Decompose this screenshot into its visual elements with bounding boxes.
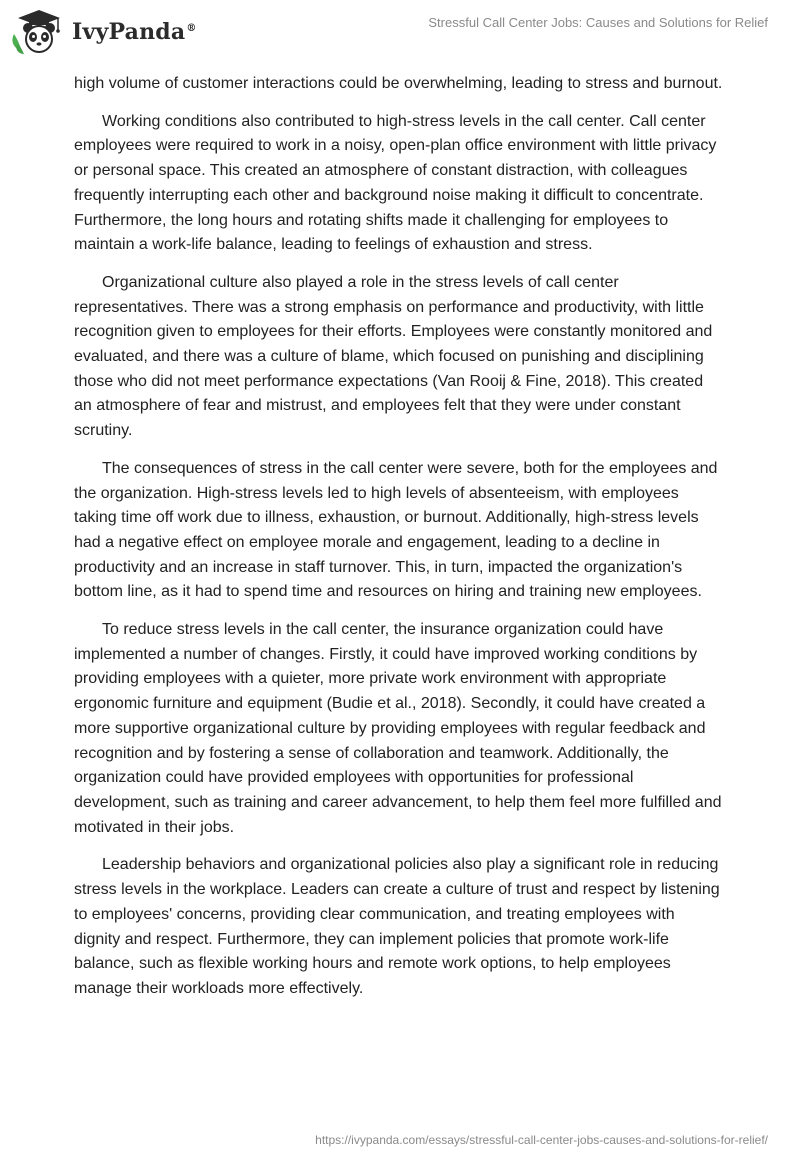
panda-graduate-icon [10, 8, 68, 56]
document-title: Stressful Call Center Jobs: Causes and Solutions for Relief [428, 15, 768, 30]
essay-body [74, 72, 724, 1015]
ivypanda-logo[interactable] [10, 8, 197, 56]
paragraph: Working conditions also contributed to high-stress levels in the call center. Call center employees were required to work in a noisy, open-plan office environment with little privacy or personal space. This created an atmosphere of constant distraction, with colleagues frequently interrupting each other and background noise making it difficult to concentrate. Furthermore, the long hours and rotating shifts made it challenging for employees to maintain a work-life balance, leading to feelings of exhaustion and stress. [74, 112, 717, 254]
page-header [0, 0, 800, 66]
paragraph: Leadership behaviors and organizational policies also play a significant role in reducing stress levels in the workplace. Leaders can create a culture of trust and respect by listening to employees' concerns, providing clear communication, and treating employees with dignity and respect. Furthermore, they can implement policies that promote work-life balance, such as flexible working hours and remote work options, to help employees manage their workloads more effectively. [74, 856, 720, 997]
paragraph: The consequences of stress in the call center were severe, both for the employees and the organization. High-stress levels led to high levels of absenteeism, with employees taking time off work due to illness, exhaustion, or burnout. Additionally, high-stress levels had a negative effect on employee morale and engagement, leading to a decline in productivity and an increase in staff turnover. This, in turn, impacted the organization's bottom line, as it had to spend time and resources on hiring and training new employees. [74, 459, 718, 601]
paragraph: To reduce stress levels in the call center, the insurance organization could have implemented a number of changes. Firstly, it could have improved working conditions by providing employees with a quieter, more private work environment with appropriate ergonomic furniture and equipment (Budie et al., 2018). Secondly, it could have created a more supportive organizational culture by providing employees with regular feedback and recognition and by fostering a sense of collaboration and teamwork. Additionally, the organization could have provided employees with opportunities for professional development, such as training and career advancement, to help them feel more fulfilled and motivated in their jobs. [74, 621, 722, 836]
paragraph: Organizational culture also played a role in the stress levels of call center representatives. There was a strong emphasis on performance and productivity, with little recognition given to employees for their efforts. Employees were constantly monitored and evaluated, and there was a culture of blame, which focused on punishing and disciplining those who did not meet performance expectations (Van Rooij & Fine, 2018). This created an atmosphere of fear and mistrust, and employees felt that they were under constant scrutiny. [74, 273, 713, 440]
brand-name: IvyPanda® [72, 19, 197, 45]
paragraph: high volume of customer interactions could be overwhelming, leading to stress and burnout. [74, 75, 723, 92]
source-url-link[interactable]: https://ivypanda.com/essays/stressful-call-center-jobs-causes-and-solutions-for-relief/ [315, 1133, 768, 1147]
registered-mark: ® [186, 22, 197, 34]
